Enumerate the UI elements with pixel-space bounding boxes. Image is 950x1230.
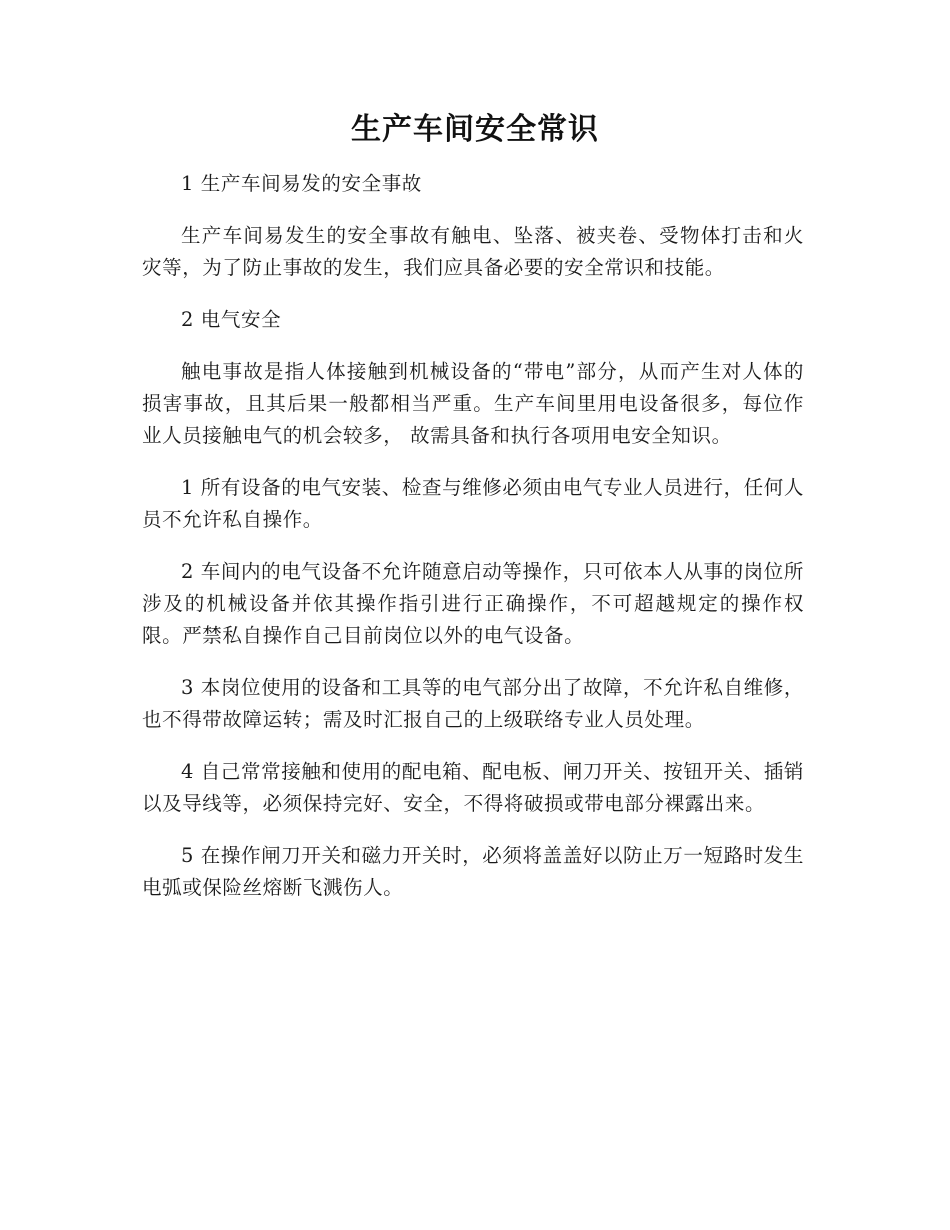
document-title: 生产车间安全常识 — [351, 112, 599, 147]
rule-item-1: 1 所有设备的电气安装、检查与维修必须由电气专业人员进行，任何人员不允许私自操作。 — [142, 476, 804, 531]
rule-item-5: 5 在操作闸刀开关和磁力开关时，必须将盖盖好以防止万一短路时发生电弧或保险丝熔断飞溅伤人。 — [142, 844, 804, 899]
document-body — [142, 168, 804, 924]
rule-item-2: 2 车间内的电气设备不允许随意启动等操作，只可依本人从事的岗位所涉及的机械设备并依其操作指引进行正确操作，不可超越规定的操作权限。严禁私自操作自己目前岗位以外的电气设备。 — [142, 560, 804, 647]
paragraph-accidents-intro: 生产车间易发生的安全事故有触电、坠落、被夹卷、受物体打击和火灾等，为了防止事故的发生，我们应具备必要的安全常识和技能。 — [142, 224, 804, 279]
section-heading-electrical-safety: 2 电气安全 — [181, 308, 282, 331]
rule-item-3: 3 本岗位使用的设备和工具等的电气部分出了故障，不允许私自维修，也不得带故障运转；需及时汇报自己的上级联络专业人员处理。 — [142, 676, 804, 731]
paragraph-electric-shock: 触电事故是指人体接触到机械设备的“带电”部分，从而产生对人体的损害事故，且其后果一般都相当严重。生产车间里用电设备很多，每位作业人员接触电气的机会较多， 故需具备和执行各项用电安全知识。 — [142, 360, 804, 447]
section-heading-accidents: 1 生产车间易发的安全事故 — [181, 172, 422, 195]
rule-item-4: 4 自己常常接触和使用的配电箱、配电板、闸刀开关、按钮开关、插销以及导线等，必须保持完好、安全，不得将破损或带电部分裸露出来。 — [142, 760, 804, 815]
